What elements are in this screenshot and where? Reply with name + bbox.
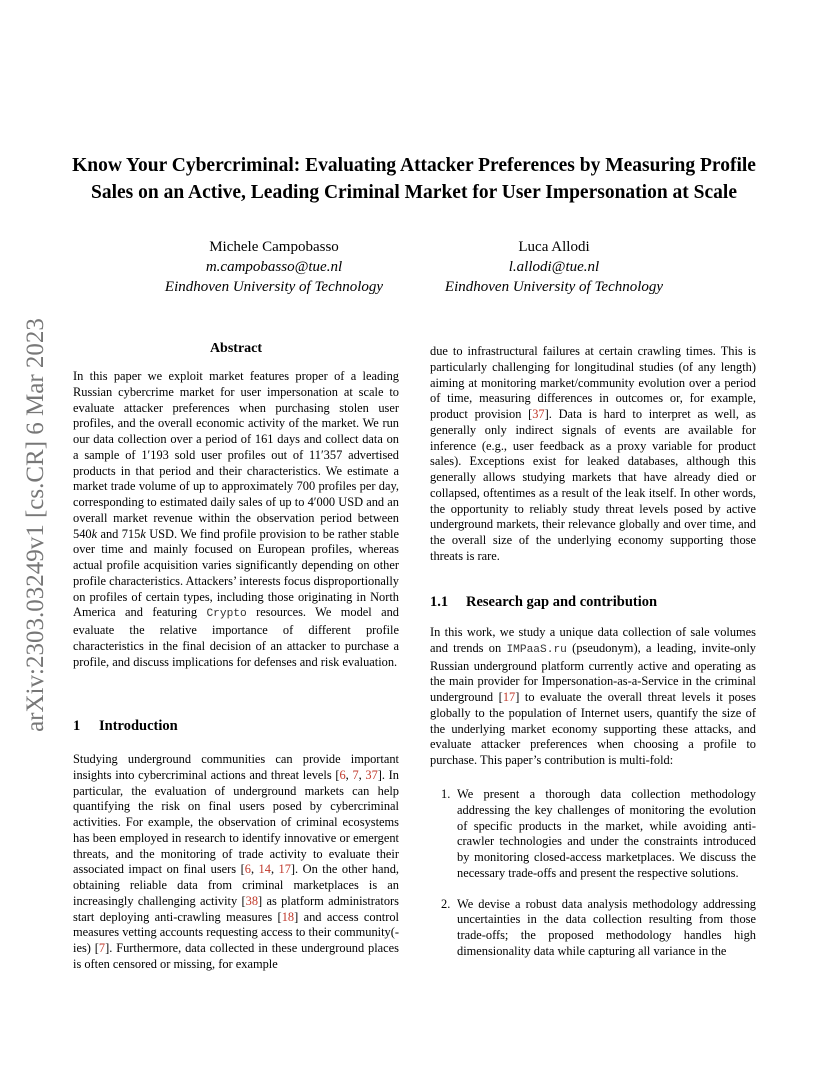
body-text: ]. Data is hard to interpret as well, as generally only indirect signals of events are available for inference (e.g., user feedback as a proxy variable for product sales). Exceptions exist for leaked databases, although this generally allows studying markets that have already died or collapsed, oftentimes as a result of the leak itself. In other words, the opportunity to reliably study threat levels posed by active underground markets, their relevance globally and over time, and the overall size of the underlying economy supporting those threats is rare. bbox=[430, 407, 756, 563]
body-text: due to infrastructural failures at certain crawling times. This is particularly challenging for longitudinal studies (of any length) aiming at monitoring market/community evolution over a period of time, measuring differences in outcomes or, for example, product provision [ bbox=[430, 344, 756, 421]
body-text: , bbox=[250, 862, 259, 877]
author-email: l.allodi@tue.nl bbox=[508, 259, 600, 275]
section-heading-research-gap bbox=[430, 594, 657, 611]
abstract-text: resources. We model and evaluate the relative importance of different profile characteristics in the final decision of an attacker to purchase a profile, and discuss implications for defenses and risk evaluation. bbox=[73, 605, 399, 669]
abstract-paragraph bbox=[73, 369, 399, 670]
citation-link[interactable]: 38 bbox=[245, 893, 259, 908]
citation-link[interactable]: 17 bbox=[278, 862, 291, 877]
abstract-heading: Abstract bbox=[209, 341, 263, 356]
section-title: Research gap and contribution bbox=[466, 594, 658, 610]
arxiv-identifier-stamp bbox=[18, 290, 54, 760]
introduction-paragraph bbox=[430, 344, 756, 565]
market-pseudonym-code: IMPaaS.ru bbox=[506, 643, 567, 656]
body-text: (pseudonym), a leading, invite-only Russian underground platform currently active and operating as the main provider for Impersonation-as-a-Service in the criminal underground [ bbox=[430, 640, 756, 704]
list-marker: 1. bbox=[441, 787, 451, 801]
section-heading-introduction bbox=[73, 718, 178, 735]
body-text: ] as platform administrators start deploying anti-crawling measures [ bbox=[73, 893, 399, 924]
citation-link[interactable]: 6 bbox=[339, 767, 346, 782]
author-name: Luca Allodi bbox=[518, 239, 590, 255]
body-text: ]. In particular, the evaluation of underground markets can help quantifying the risk on final users posed by cybercriminal activities. For example, the observation of criminal ecosystems has been employed in research to identify innovative or emergent threats, and the monitoring of trade activity to evaluate their associated impact on final users [ bbox=[73, 767, 399, 877]
author-affiliation: Eindhoven University of Technology bbox=[164, 279, 384, 295]
research-gap-body bbox=[430, 625, 756, 769]
arxiv-identifier-text: arXiv:2303.03249v1 [cs.CR] 6 Mar 2023 bbox=[22, 318, 49, 732]
citation-link[interactable]: 37 bbox=[532, 407, 545, 421]
introduction-body bbox=[73, 752, 399, 973]
paper-title bbox=[60, 152, 768, 206]
author-block-2 bbox=[420, 237, 688, 297]
abstract-k-unit: k bbox=[140, 526, 146, 541]
list-marker: 2. bbox=[441, 896, 451, 911]
list-item-text: We devise a robust data analysis methodology addressing uncertainties in the data collection resulting from those trade-offs; the proposed methodology handles high dimensionality data while capturing all variance in the bbox=[457, 896, 756, 958]
abstract-text: USD. We find profile provision to be rather stable over time and mainly focused on European profiles, whereas actual profile acquisition varies significantly depending on other profile characteristics. Attackers’ interests focus disproportionally on profiles of certain types, including those originating in North America and featuring bbox=[73, 526, 399, 620]
author-email: m.campobasso@tue.nl bbox=[205, 259, 343, 275]
body-text: ] to evaluate the overall threat levels it poses globally to the population of Internet users, quantify the size of the underlying market economy supporting these attacks, and evaluate attacker preferences when choosing a profile to purchase. This paper’s contribution is multi-fold: bbox=[430, 690, 756, 767]
body-text: , bbox=[270, 862, 279, 877]
citation-link[interactable]: 17 bbox=[502, 690, 516, 704]
introduction-paragraph bbox=[73, 752, 399, 973]
contributions-list bbox=[430, 787, 756, 975]
title-line-1: Know Your Cybercriminal: Evaluating Attacker Preferences by Measuring Profile bbox=[72, 155, 756, 176]
body-text: , bbox=[345, 767, 353, 782]
citation-link[interactable]: 37 bbox=[365, 767, 378, 782]
section-title: Introduction bbox=[99, 718, 178, 734]
body-text: , bbox=[358, 767, 366, 782]
list-item-text: We present a thorough data collection methodology addressing the key challenges of monitoring the evolution of specific products in the market, while avoiding anti-crawler technologies and under the constraints introduced by monitoring closed-access marketplaces. We discuss the necessary trade-offs and present the respective solutions. bbox=[457, 787, 756, 880]
list-item bbox=[430, 787, 756, 882]
abstract-body bbox=[73, 369, 399, 670]
author-block-1 bbox=[140, 237, 408, 297]
citation-link[interactable]: 6 bbox=[244, 862, 251, 877]
introduction-continued bbox=[430, 344, 756, 565]
author-affiliation: Eindhoven University of Technology bbox=[444, 279, 664, 295]
citation-link[interactable]: 7 bbox=[98, 941, 106, 955]
research-gap-paragraph bbox=[430, 625, 756, 769]
citation-link[interactable]: 18 bbox=[281, 909, 295, 924]
crypto-code-term: Crypto bbox=[206, 608, 247, 621]
section-number: 1 bbox=[73, 718, 81, 734]
author-name: Michele Campobasso bbox=[209, 239, 339, 255]
body-text: ]. On the other hand, obtaining reliable data from criminal marketplaces is an increasingly challenging activity [ bbox=[73, 862, 400, 908]
body-text: ]. Furthermore, data collected in these underground places is often censored or missing, for example bbox=[73, 941, 399, 971]
abstract-text: In this paper we exploit market features proper of a leading Russian cybercrime market for user impersonation at scale to evaluate attacker preferences when purchasing stolen user profiles, and the overall economic activity of the market. We run our data collection over a period of 161 days and collect data on a sample of 1′193 sold user profiles out of 11′357 advertised products in that period and their characteristics. We estimate a market trade volume of up to approximately 700 profiles per day, corresponding to estimated daily sales of up to 4′000 USD and an overall market revenue within the observation period between 540 bbox=[73, 369, 399, 541]
list-item bbox=[430, 897, 756, 960]
body-text: In this work, we study a unique data collection of sale volumes and trends on bbox=[430, 625, 756, 655]
body-text: ] and access control measures vetting accounts requesting access to their community(-ies) [ bbox=[73, 909, 399, 955]
citation-link[interactable]: 7 bbox=[352, 767, 359, 782]
abstract-text: and 715 bbox=[97, 526, 141, 541]
section-number: 1.1 bbox=[430, 594, 449, 610]
citation-link[interactable]: 14 bbox=[258, 862, 271, 877]
title-line-2: Sales on an Active, Leading Criminal Market for User Impersonation at Scale bbox=[91, 182, 737, 203]
body-text: Studying underground communities can provide important insights into cybercriminal actions and threat levels [ bbox=[73, 752, 399, 782]
abstract-k-unit: k bbox=[91, 526, 98, 541]
